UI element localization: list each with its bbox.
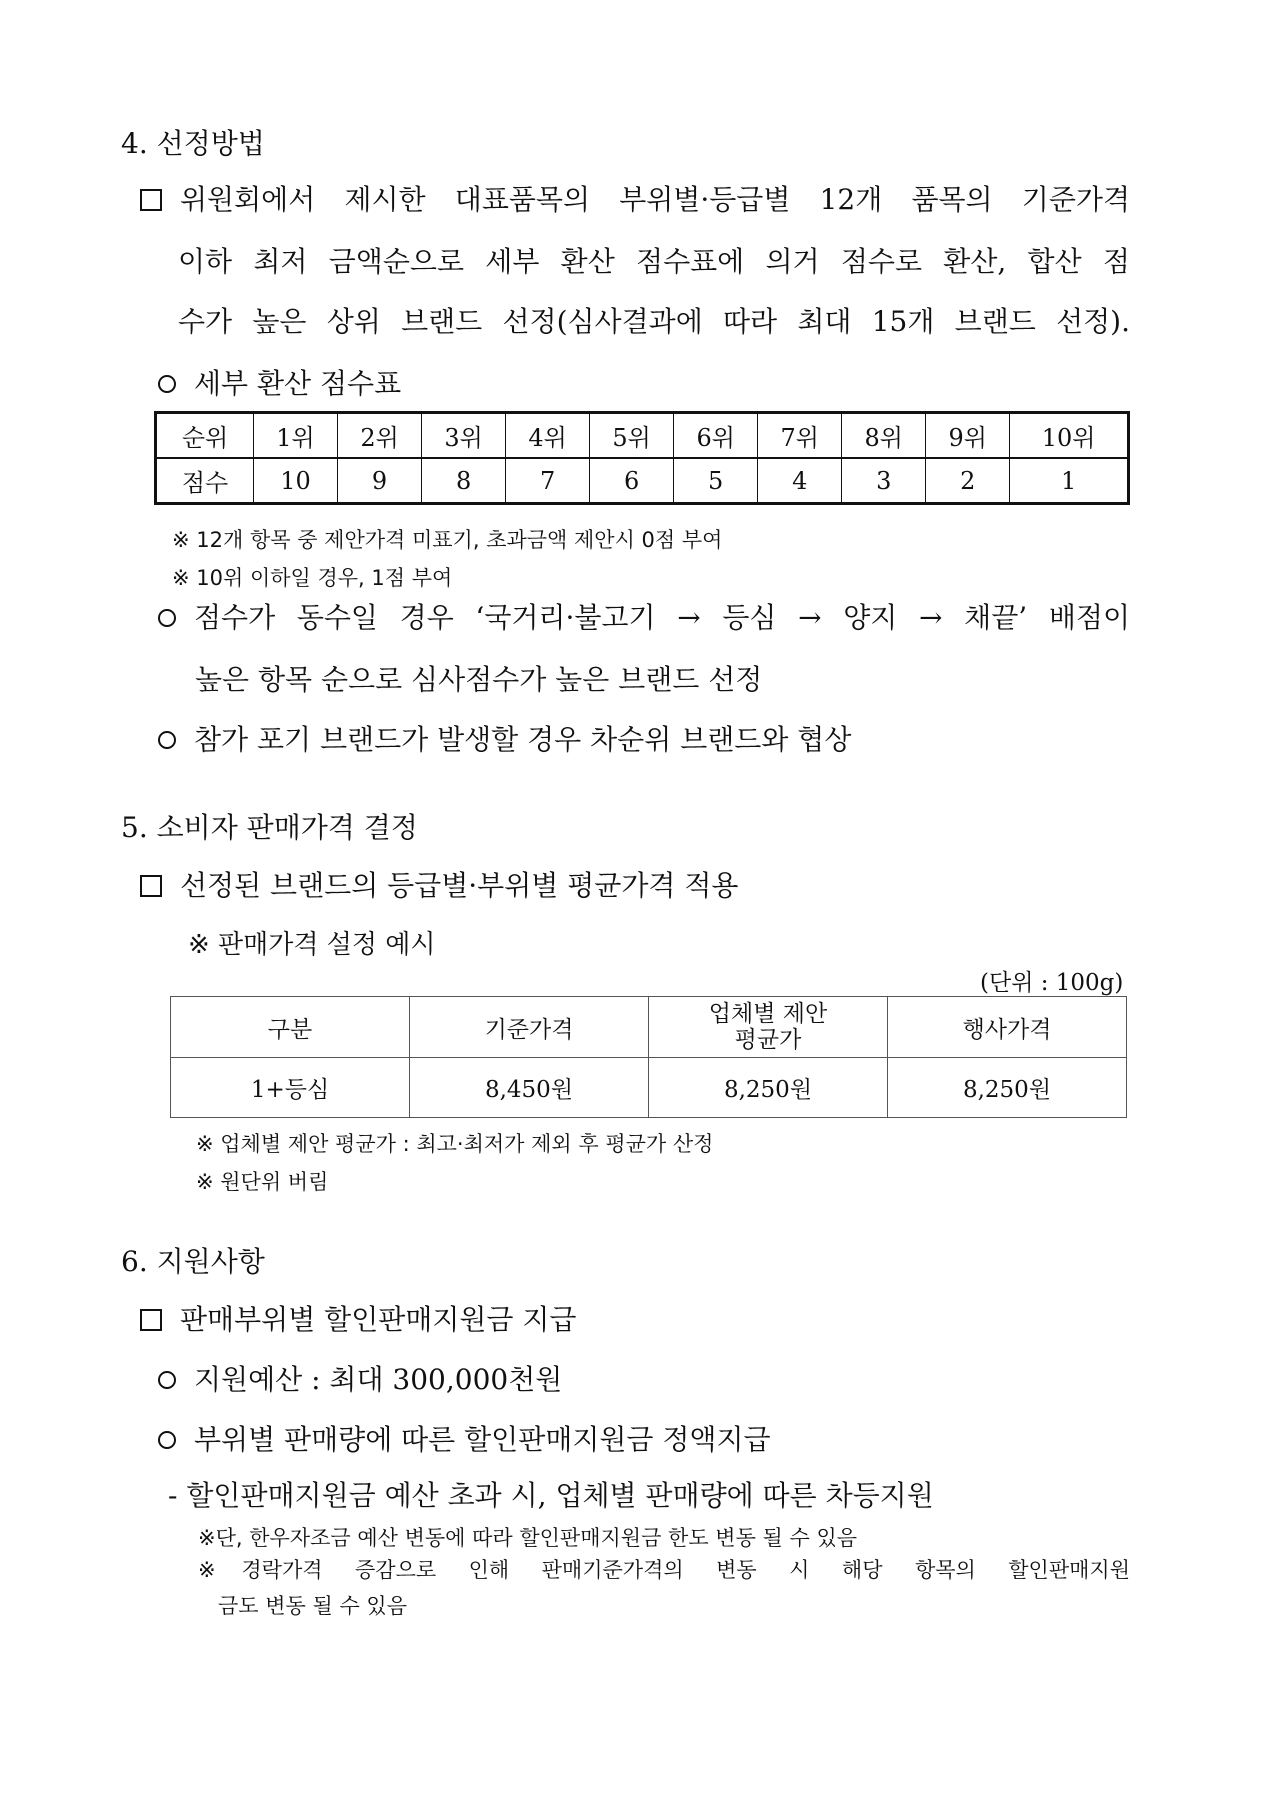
tie-rule-line-2: 높은 항목 순으로 심사점수가 높은 브랜드 선정 <box>195 663 763 696</box>
tie-rule-line-1: 점수가 동수일 경우 ‘국거리·불고기 → 등심 → 양지 → 채끝’ 배점이 <box>158 598 1130 638</box>
circle-bullet-icon <box>158 609 176 627</box>
table-cell: 점수 <box>156 458 254 504</box>
support-note-2-line-1: ※경락가격 증감으로 인해 판매기준가격의 변동 시 해당 항목의 할인판매지원 <box>198 1558 1130 1582</box>
para-line-3-wrap <box>178 302 1130 342</box>
table-cell: 2위 <box>338 413 422 459</box>
table-cell: 6위 <box>674 413 758 459</box>
table-cell: 1+등심 <box>171 1058 410 1118</box>
price-note-1: ※ 업체별 제안 평균가 : 최고·최저가 제외 후 평균가 산정 <box>196 1132 714 1156</box>
circle-bullet-icon <box>158 1431 176 1449</box>
differential-support-line: - 할인판매지원금 예산 초과 시, 업체별 판매량에 따른 차등지원 <box>168 1479 934 1512</box>
table-cell: 3위 <box>422 413 506 459</box>
section-6-paragraph: 판매부위별 할인판매지원금 지급 <box>140 1298 576 1338</box>
table-row <box>171 997 1127 1058</box>
score-note-1: ※ 12개 항목 중 제안가격 미표기, 초과금액 제안시 0점 부여 <box>172 528 723 552</box>
support-note-1: ※단, 한우자조금 예산 변동에 따라 할인판매지원금 한도 변동 될 수 있음 <box>198 1526 858 1550</box>
section-5-title: 5. 소비자 판매가격 결정 <box>121 811 418 844</box>
table-header: 행사가격 <box>888 997 1127 1058</box>
table-cell: 8위 <box>842 413 926 459</box>
table-cell: 4위 <box>506 413 590 459</box>
price-table <box>170 996 1127 1118</box>
table-row <box>156 458 1129 504</box>
table-cell: 순위 <box>156 413 254 459</box>
forfeit-rule: 참가 포기 브랜드가 발생할 경우 차순위 브랜드와 협상 <box>158 718 851 758</box>
table-cell: 6 <box>590 458 674 504</box>
table-cell: 8,250원 <box>888 1058 1127 1118</box>
square-bullet-icon <box>140 189 162 211</box>
fixed-support-line: 부위별 판매량에 따른 할인판매지원금 정액지급 <box>158 1418 771 1458</box>
unit-label: (단위 : 100g) <box>980 970 1124 996</box>
budget-line: 지원예산 : 최대 300,000천원 <box>158 1358 562 1398</box>
table-cell: 10위 <box>1010 413 1129 459</box>
support-note-2-line-1-wrap <box>198 1554 1130 1584</box>
circle-bullet-icon <box>158 375 176 393</box>
table-cell: 2 <box>926 458 1010 504</box>
para-line-2: 이하 최저 금액순으로 세부 환산 점수표에 의거 점수로 환산, 합산 점 <box>178 245 1130 278</box>
table-cell: 9위 <box>926 413 1010 459</box>
price-note-2: ※ 원단위 버림 <box>196 1170 329 1194</box>
section-4-title: 4. 선정방법 <box>121 127 265 160</box>
para-line-1: 위원회에서 제시한 대표품목의 부위별·등급별 12개 품목의 기준가격 <box>180 183 1130 216</box>
table-header: 업체별 제안 평균가 <box>649 997 888 1058</box>
table-cell: 1 <box>1010 458 1129 504</box>
section-4-paragraph <box>140 180 1130 240</box>
section-6-title: 6. 지원사항 <box>121 1245 265 1278</box>
table-cell: 3 <box>842 458 926 504</box>
table-header: 기준가격 <box>410 997 649 1058</box>
table-cell: 10 <box>254 458 338 504</box>
section-5-paragraph: 선정된 브랜드의 등급별·부위별 평균가격 적용 <box>140 864 738 904</box>
score-table-title: 세부 환산 점수표 <box>158 362 401 402</box>
table-cell: 9 <box>338 458 422 504</box>
table-cell: 5 <box>674 458 758 504</box>
circle-bullet-icon <box>158 731 176 749</box>
circle-bullet-icon <box>158 1371 176 1389</box>
square-bullet-icon <box>140 875 162 897</box>
para-line-2-wrap <box>178 242 1130 282</box>
table-cell: 7 <box>506 458 590 504</box>
table-header: 구분 <box>171 997 410 1058</box>
table-cell: 7위 <box>758 413 842 459</box>
table-row <box>156 413 1129 459</box>
table-cell: 8,450원 <box>410 1058 649 1118</box>
score-note-2: ※ 10위 이하일 경우, 1점 부여 <box>172 566 453 590</box>
table-cell: 8 <box>422 458 506 504</box>
table-cell: 1위 <box>254 413 338 459</box>
para-line-3: 수가 높은 상위 브랜드 선정(심사결과에 따라 최대 15개 브랜드 선정). <box>178 305 1130 338</box>
score-table <box>154 411 1130 505</box>
table-cell: 5위 <box>590 413 674 459</box>
square-bullet-icon <box>140 1309 162 1331</box>
table-cell: 4 <box>758 458 842 504</box>
table-row <box>171 1058 1127 1118</box>
support-note-2-line-2: 금도 변동 될 수 있음 <box>218 1594 407 1618</box>
price-example-title: ※ 판매가격 설정 예시 <box>188 930 436 960</box>
table-cell: 8,250원 <box>649 1058 888 1118</box>
